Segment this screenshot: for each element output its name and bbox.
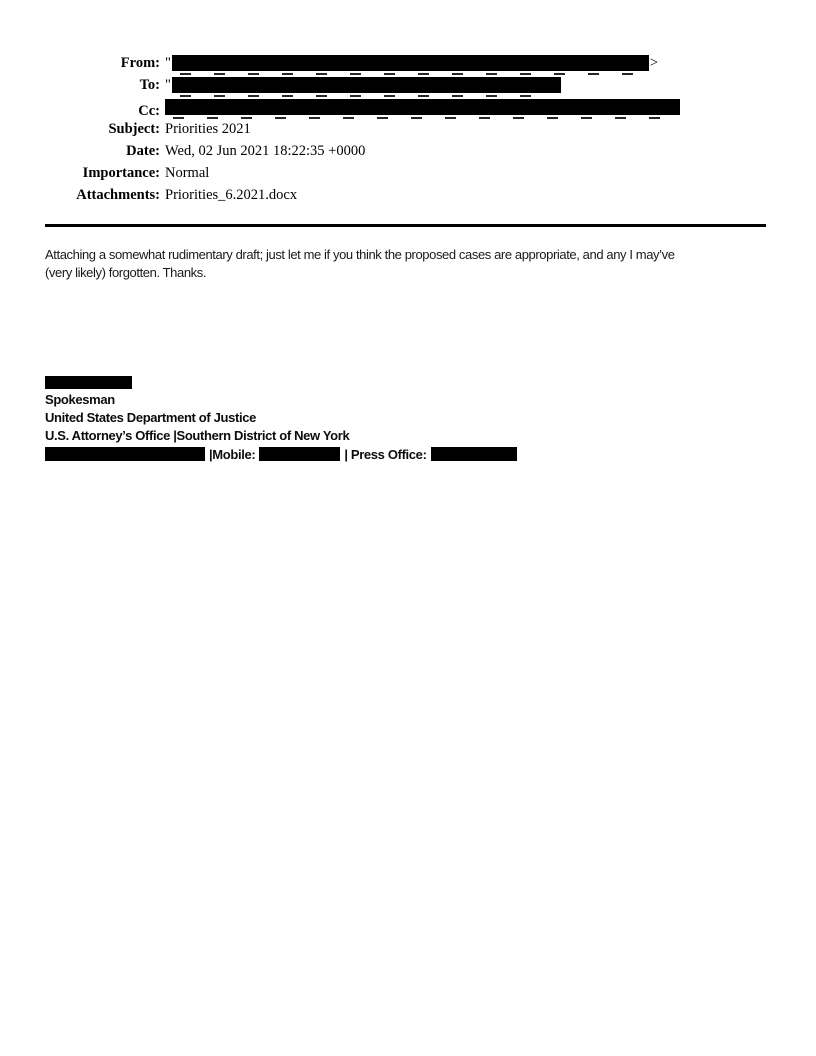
header-row-attachments [40, 184, 776, 206]
message-body [45, 246, 776, 281]
header-row-to [40, 74, 776, 96]
cc-value [160, 96, 680, 118]
importance-label: Importance: [82, 165, 160, 181]
subject-label: Subject: [108, 121, 160, 137]
redaction-bar-to [172, 77, 561, 93]
signature-contact-line [45, 445, 776, 463]
redaction-bar-press-number [431, 447, 517, 461]
from-value [160, 52, 658, 74]
header-row-from [40, 52, 776, 74]
to-label: To: [139, 77, 160, 93]
body-text-line-2: (very likely) forgotten. Thanks. [45, 264, 207, 280]
angle-bracket: > [649, 55, 659, 71]
redaction-bar-signer-name [45, 376, 132, 389]
to-value [160, 74, 561, 96]
cc-label: Cc: [138, 103, 160, 119]
header-row-cc [40, 96, 776, 118]
redaction-bar-phone [45, 447, 205, 461]
mobile-label: |Mobile: [209, 446, 256, 462]
subject-value: Priorities 2021 [165, 121, 251, 137]
press-office-label: | Press Office: [344, 446, 427, 462]
header-divider-rule [45, 224, 766, 227]
open-quote: " [165, 77, 171, 93]
date-label: Date: [126, 143, 160, 159]
open-quote: " [165, 55, 171, 71]
attachments-label: Attachments: [76, 187, 160, 203]
signature-office: U.S. Attorney’s Office |Southern District of New York [45, 428, 350, 443]
date-value: Wed, 02 Jun 2021 18:22:35 +0000 [165, 143, 366, 159]
from-label: From: [120, 55, 160, 71]
email-header [40, 52, 776, 206]
signature-block [45, 373, 776, 463]
body-text-line-1: Attaching a somewhat rudimentary draft; just let me if you think the proposed cases are appropriate, and any I may’ve [45, 247, 675, 262]
redaction-bar-from [172, 55, 649, 71]
signature-role: Spokesman [45, 392, 115, 407]
attachment-filename: Priorities_6.2021.docx [165, 187, 298, 203]
whitespace-gap [40, 281, 776, 373]
importance-value: Normal [165, 165, 210, 181]
signature-organization: United States Department of Justice [45, 410, 256, 425]
header-row-importance [40, 162, 776, 184]
header-row-date [40, 140, 776, 162]
redaction-bar-cc [165, 99, 680, 115]
redaction-bar-mobile-number [259, 447, 340, 461]
signature-name-row [45, 373, 776, 391]
header-row-subject [40, 118, 776, 140]
